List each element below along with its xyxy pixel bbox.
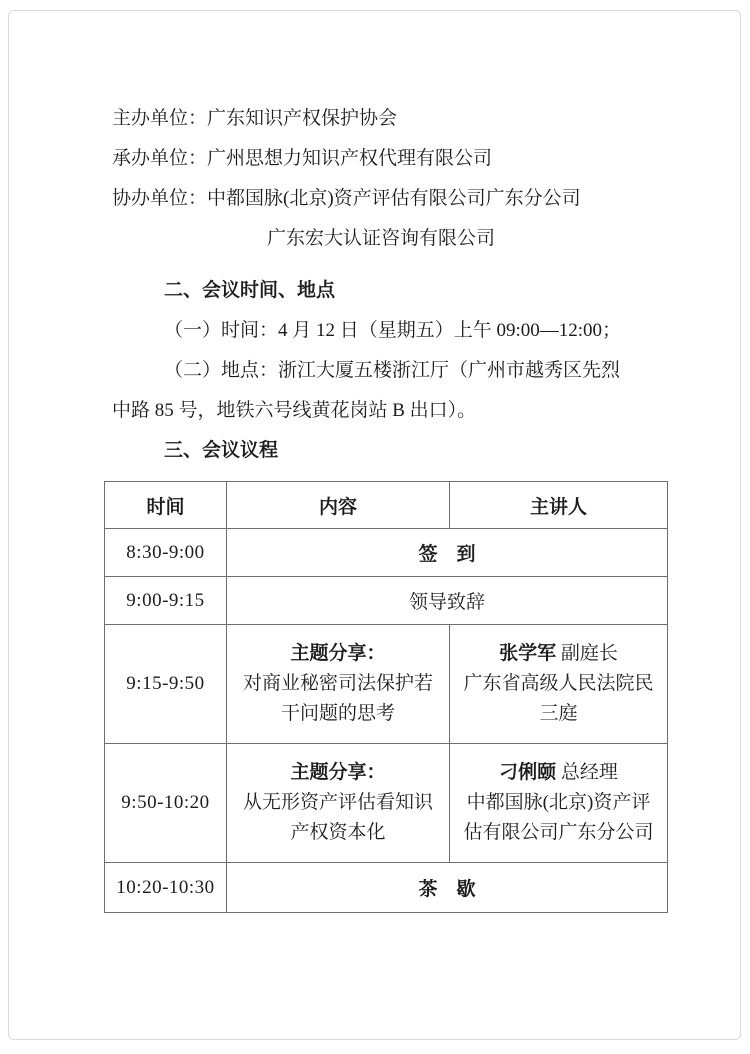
speaker-line <box>458 758 659 788</box>
agenda-merged-activity: 茶 歇 <box>227 863 668 913</box>
topic-text: 对商业秘密司法保护若干问题的思考 <box>242 673 433 724</box>
topic-text: 从无形资产评估看知识产权资本化 <box>242 792 433 843</box>
speaker-org: 广东省高级人民法院民三庭 <box>463 673 654 724</box>
agenda-row-topic1 <box>105 625 668 744</box>
agenda-header-row <box>105 482 668 529</box>
organizer-undertaker-line: 承办单位：广州思想力知识产权代理有限公司 <box>112 148 493 169</box>
agenda-time: 9:15-9:50 <box>105 625 227 744</box>
organizer-host-line: 主办单位：广东知识产权保护协会 <box>112 108 398 129</box>
topic-label: 主题分享： <box>290 643 386 664</box>
topic-label: 主题分享： <box>290 762 386 783</box>
speaker-org: 中都国脉(北京)资产评估有限公司广东分公司 <box>463 792 654 843</box>
speaker-name: 刁俐颐 <box>499 762 557 783</box>
agenda-row-speech <box>105 577 668 625</box>
agenda-table <box>104 481 668 913</box>
agenda-merged-activity: 领导致辞 <box>227 577 668 625</box>
document-page <box>8 10 741 1040</box>
agenda-row-teabreak <box>105 863 668 913</box>
meeting-place-line1: （二）地点：浙江大厦五楼浙江厅（广州市越秀区先烈 <box>164 360 621 381</box>
agenda-time: 8:30-9:00 <box>105 529 227 577</box>
section-agenda-heading: 三、会议议程 <box>164 440 279 461</box>
document-content <box>9 11 740 913</box>
agenda-header-time: 时间 <box>105 482 227 529</box>
speaker-name: 张学军 <box>499 643 557 664</box>
agenda-speaker-cell <box>450 744 668 863</box>
agenda-header-content: 内容 <box>227 482 450 529</box>
speaker-line <box>458 639 659 669</box>
agenda-header-speaker: 主讲人 <box>450 482 668 529</box>
agenda-merged-activity: 签 到 <box>227 529 668 577</box>
speaker-title: 总经理 <box>560 762 618 783</box>
meeting-time-line: （一）时间：4 月 12 日（星期五）上午 09:00—12:00； <box>164 320 622 341</box>
agenda-speaker-cell <box>450 625 668 744</box>
agenda-topic-cell <box>227 625 450 744</box>
organizer-coorganizer-line2: 广东宏大认证咨询有限公司 <box>267 228 496 249</box>
agenda-time: 10:20-10:30 <box>105 863 227 913</box>
agenda-topic-cell <box>227 744 450 863</box>
agenda-row-signin <box>105 529 668 577</box>
speaker-title: 副庭长 <box>560 643 618 664</box>
meeting-place-line2: 中路 85 号，地铁六号线黄花岗站 B 出口）。 <box>112 400 477 421</box>
agenda-row-topic2 <box>105 744 668 863</box>
organizer-coorganizer-line: 协办单位：中都国脉(北京)资产评估有限公司广东分公司 <box>112 188 581 209</box>
agenda-time: 9:00-9:15 <box>105 577 227 625</box>
agenda-time: 9:50-10:20 <box>105 744 227 863</box>
section-time-place-heading: 二、会议时间、地点 <box>164 280 336 301</box>
